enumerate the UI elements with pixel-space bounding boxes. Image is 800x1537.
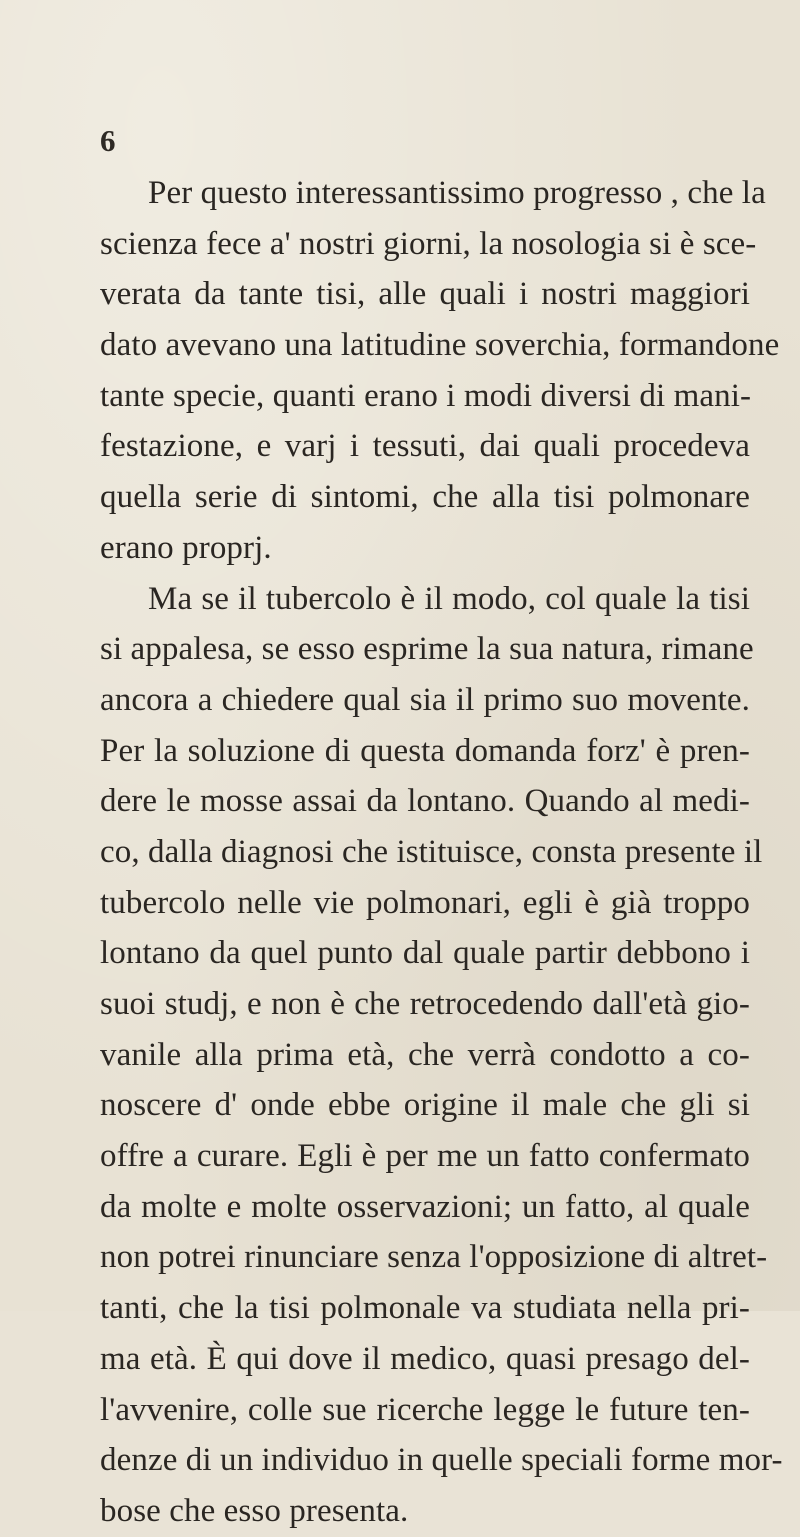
text-line: Per la soluzione di questa domanda forz' è pren- [100,732,750,769]
text-line: dere le mosse assai da lontano. Quando al medi- [100,783,750,820]
text-line: ancora a chiedere qual sia il primo suo movente. [100,681,750,718]
text-line: Ma se il tubercolo è il modo, col quale la tisi [148,580,750,617]
text-line: tubercolo nelle vie polmonari, egli è già troppo [100,884,750,921]
text-line: si appalesa, se esso esprime la sua natura, rimane [100,631,754,668]
text-line: co, dalla diagnosi che istituisce, consta presente il [100,833,763,870]
text-line: tante specie, quanti erano i modi diversi di mani- [100,377,752,414]
text-line: dato avevano una latitudine soverchia, formandone [100,327,780,364]
text-line: l'avvenire, colle sue ricerche legge le future ten- [100,1391,750,1428]
text-line: bose che esso presenta. [100,1492,409,1529]
text-line: quella serie di sintomi, che alla tisi polmonare [100,479,750,516]
text-line: erano proprj. [100,529,272,566]
body-text [100,168,783,1537]
text-line: denze di un individuo in quelle speciali forme mor- [100,1442,783,1479]
text-line: verata da tante tisi, alle quali i nostri maggiori [100,276,750,313]
page-number: 6 [100,123,116,158]
text-line: ma età. È qui dove il medico, quasi presago del- [100,1340,750,1377]
text-line: tanti, che la tisi polmonale va studiata nella pri- [100,1290,750,1327]
text-line: non potrei rinunciare senza l'opposizione di altret- [100,1239,768,1276]
text-line: Per questo interessantissimo progresso , che la [148,175,766,211]
text-line: da molte e molte osservazioni; un fatto, al quale [100,1188,750,1225]
text-line: offre a curare. Egli è per me un fatto confermato [100,1138,750,1175]
paragraph [100,574,783,1537]
text-line: festazione, e varj i tessuti, dai quali procedeva [100,428,750,465]
text-line: vanile alla prima età, che verrà condotto a co- [100,1036,750,1073]
text-line: lontano da quel punto dal quale partir debbono i [100,935,750,972]
text-line: noscere d' onde ebbe origine il male che gli si [100,1087,750,1124]
text-line: scienza fece a' nostri giorni, la nosologia si è sce- [100,225,757,262]
text-line: suoi studj, e non è che retrocedendo dall'età gio- [100,986,750,1022]
paragraph [100,168,780,574]
